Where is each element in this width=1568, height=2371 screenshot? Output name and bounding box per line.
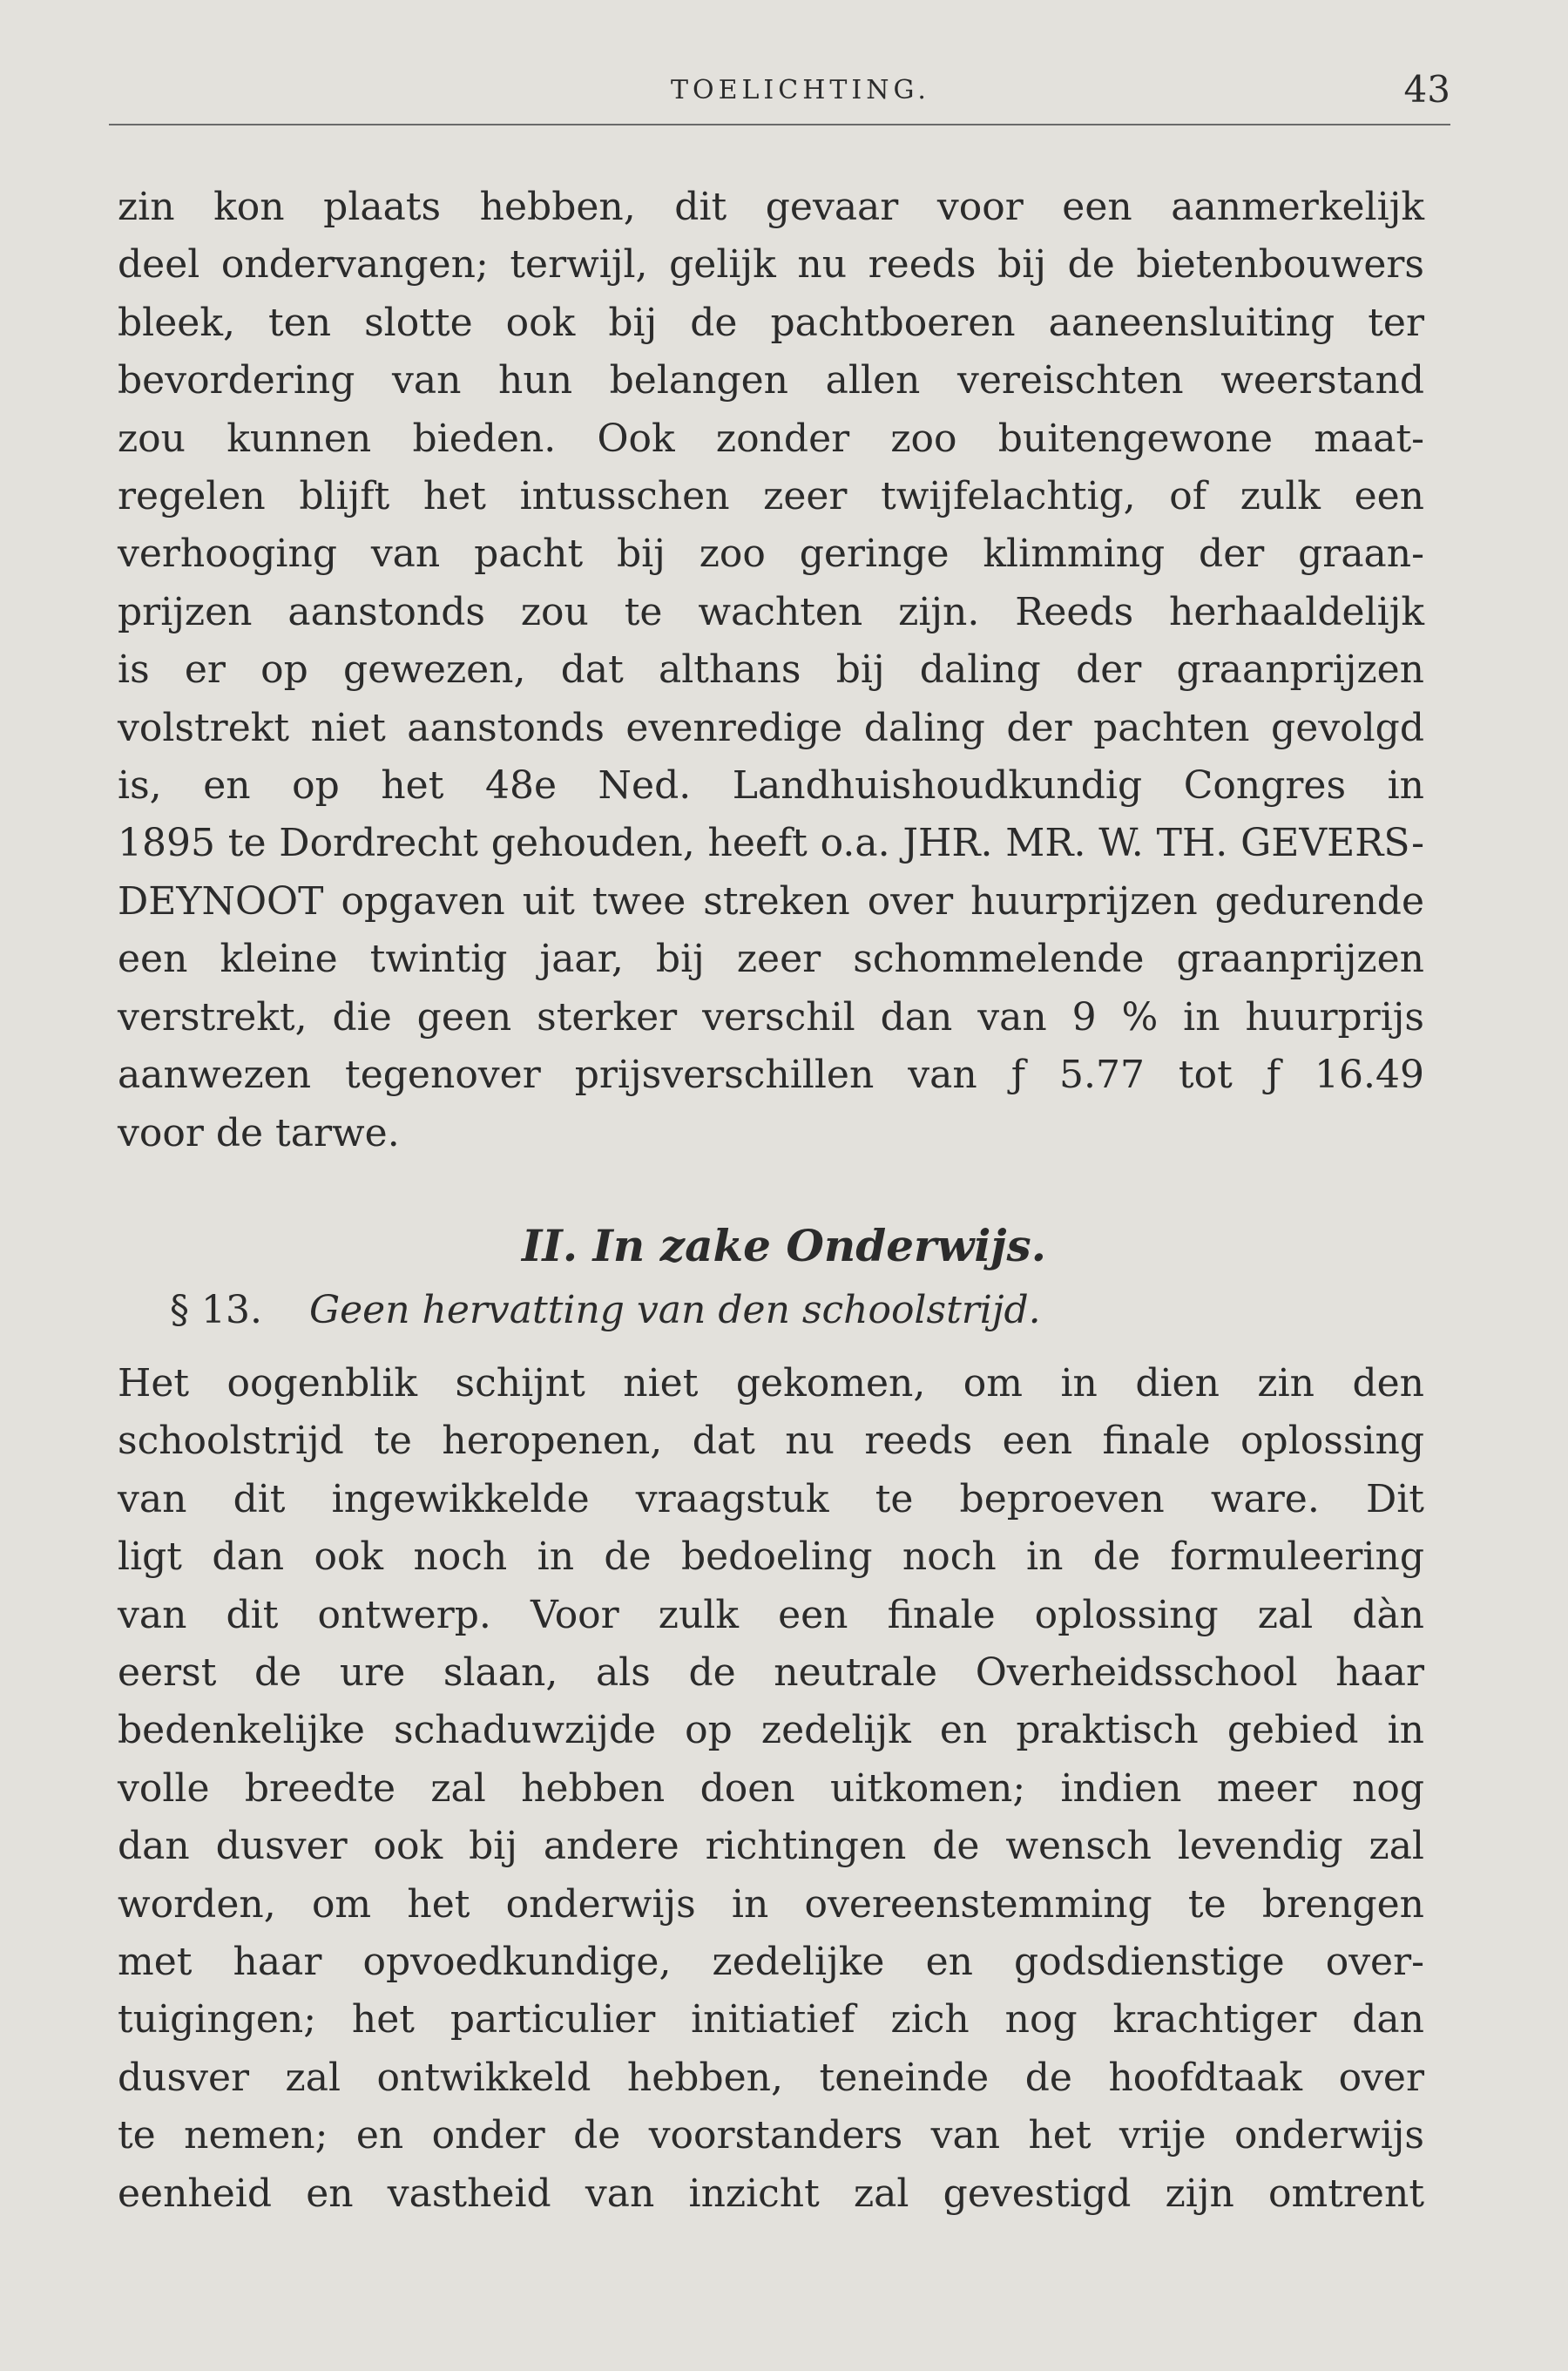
text-line: tuigingen; het particulier initiatief zich nog krachtiger dan [118, 1997, 1424, 2042]
text-line: is er op gewezen, dat althans bij daling der graanprijzen [118, 647, 1424, 693]
text-line: voor de tarwe. [118, 1110, 400, 1155]
text-line: van dit ontwerp. Voor zulk een finale oplossing zal dàn [118, 1592, 1424, 1637]
section-heading: II. In zake Onderwijs. [521, 1220, 1047, 1271]
running-title: TOELICHTING. [671, 75, 930, 105]
text-line: verstrekt, die geen sterker verschil dan van 9 % in huurprijs [118, 994, 1424, 1040]
paragraph-schoolstrijd [118, 1355, 1424, 2223]
text-line: regelen blijft het intusschen zeer twijfelachtig, of zulk een [118, 474, 1424, 519]
text-line: volstrekt niet aanstonds evenredige daling der pachten gevolgd [118, 705, 1424, 750]
text-line: Het oogenblik schijnt niet gekomen, om in dien zin den [118, 1361, 1424, 1406]
paragraph-heading [170, 1288, 1041, 1332]
text-line: ligt dan ook noch in de bedoeling noch in de formuleering [118, 1534, 1424, 1580]
paragraph-title: Geen hervatting van den schoolstrijd. [308, 1288, 1041, 1332]
text-line: zou kunnen bieden. Ook zonder zoo buitengewone maat- [118, 416, 1424, 461]
text-line: te nemen; en onder de voorstanders van het vrije onderwijs [118, 2113, 1424, 2158]
text-line: verhooging van pacht bij zoo geringe klimming der graan- [118, 532, 1424, 577]
text-line: prijzen aanstonds zou te wachten zijn. Reeds herhaaldelijk [118, 589, 1424, 634]
text-line: schoolstrijd te heropenen, dat nu reeds een finale oplossing [118, 1419, 1424, 1464]
text-line: dusver zal ontwikkeld hebben, teneinde de hoofdtaak over [118, 2055, 1424, 2100]
running-header [113, 68, 1450, 120]
page-number: 43 [1403, 68, 1450, 111]
text-line: van dit ingewikkelde vraagstuk te beproeven ware. Dit [118, 1476, 1424, 1521]
text-line: eenheid en vastheid van inzicht zal gevestigd zijn omtrent [118, 2171, 1424, 2216]
text-line: een kleine twintig jaar, bij zeer schommelende graanprijzen [118, 937, 1424, 982]
text-line: volle breedte zal hebben doen uitkomen; indien meer nog [118, 1765, 1424, 1811]
header-rule [109, 124, 1450, 125]
text-line: 1895 te Dordrecht gehouden, heeft o.a. JHR. MR. W. TH. GEVERS- [118, 821, 1424, 866]
text-line: aanwezen tegenover prijsverschillen van ƒ 5.77 tot ƒ 16.49 [118, 1053, 1424, 1098]
text-line: deel ondervangen; terwijl, gelijk nu reeds bij de bietenbouwers [118, 242, 1424, 288]
text-line: dan dusver ook bij andere richtingen de wensch levendig zal [118, 1824, 1424, 1869]
text-line: DEYNOOT opgaven uit twee streken over huurprijzen gedurende [118, 878, 1424, 924]
text-line: worden, om het onderwijs in overeenstemming te brengen [118, 1881, 1424, 1927]
text-line: met haar opvoedkundige, zedelijke en godsdienstige over- [118, 1940, 1424, 1985]
paragraph-pacht [118, 179, 1424, 1162]
text-line: bedenkelijke schaduwzijde op zedelijk en praktisch gebied in [118, 1708, 1424, 1753]
text-line: is, en op het 48e Ned. Landhuishoudkundig Congres in [118, 763, 1424, 809]
paragraph-number: § 13. [170, 1288, 262, 1332]
text-line: bevordering van hun belangen allen vereischten weerstand [118, 358, 1424, 403]
text-line: zin kon plaats hebben, dit gevaar voor een aanmerkelijk [118, 185, 1424, 229]
text-line: eerst de ure slaan, als de neutrale Overheidsschool haar [118, 1650, 1424, 1696]
text-line: bleek, ten slotte ook bij de pachtboeren aaneensluiting ter [118, 300, 1424, 345]
